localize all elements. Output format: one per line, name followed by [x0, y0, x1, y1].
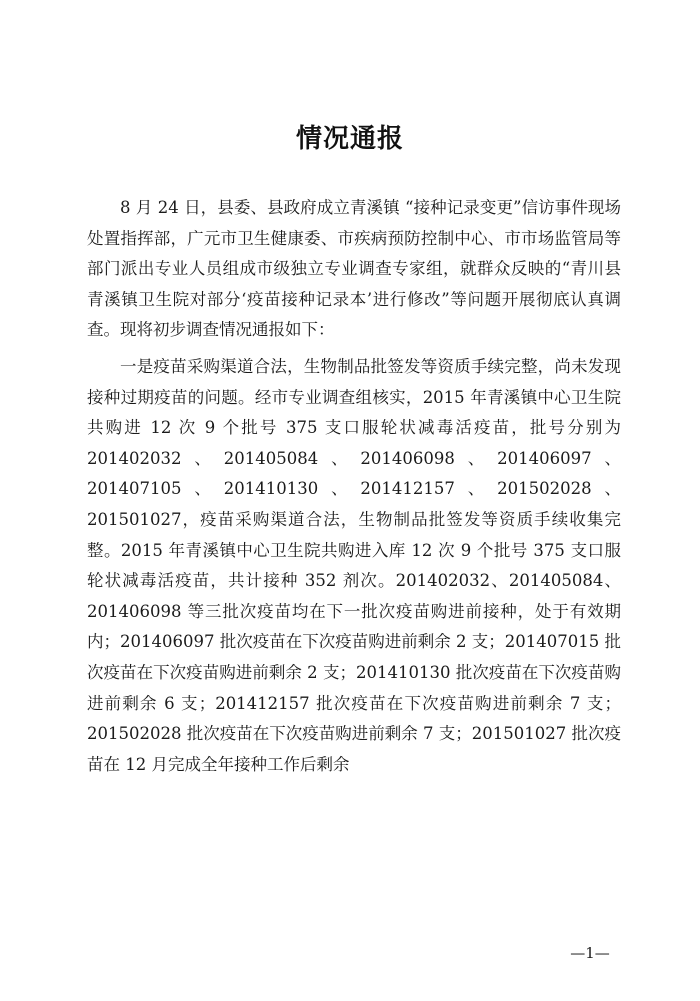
page-number: —1—	[570, 944, 610, 962]
paragraph-intro: 8 月 24 日，县委、县政府成立青溪镇 “接种记录变更”信访事件现场处置指挥部，广元市卫生健康委、市疾病预防控制中心、市市场监管局等部门派出专业人员组成市级独立专业调查专家组，就群众反映的“青川县青溪镇卫生院对部分‘疫苗接种记录本’进行修改”等问题开展彻底认真调查。现将初步调查情况通报如下：	[87, 198, 621, 340]
document-title: 情况通报	[295, 124, 404, 154]
document-body	[87, 193, 621, 780]
paragraph-finding-one: 一是疫苗采购渠道合法，生物制品批签发等资质手续完整，尚未发现接种过期疫苗的问题。经市专业调查组核实，2015 年青溪镇中心卫生院共购进 12 次 9 个批号 375 支口服轮状减毒活疫苗，批号分别为 201402032、201405084、201406098、201406097、201407105、201410130、201412157、201502028、201501027，疫苗采购渠道合法，生物制品批签发等资质手续收集完整。2015 年青溪镇中心卫生院共购进入库 12 次 9 个批号 375 支口服轮状减毒活疫苗，共计接种 352 剂次。201402032、201405084、201406098 等三批次疫苗均在下一批次疫苗购进前接种，处于有效期内；201406097 批次疫苗在下次疫苗购进前剩余 2 支；201407015 批次疫苗在下次疫苗购进前剩余 2 支；201410130 批次疫苗在下次疫苗购进前剩余 6 支；201412157 批次疫苗在下次疫苗购进前剩余 7 支；201502028 批次疫苗在下次疫苗购进前剩余 7 支；201501027 批次疫苗在 12 月完成全年接种工作后剩余	[87, 356, 621, 774]
